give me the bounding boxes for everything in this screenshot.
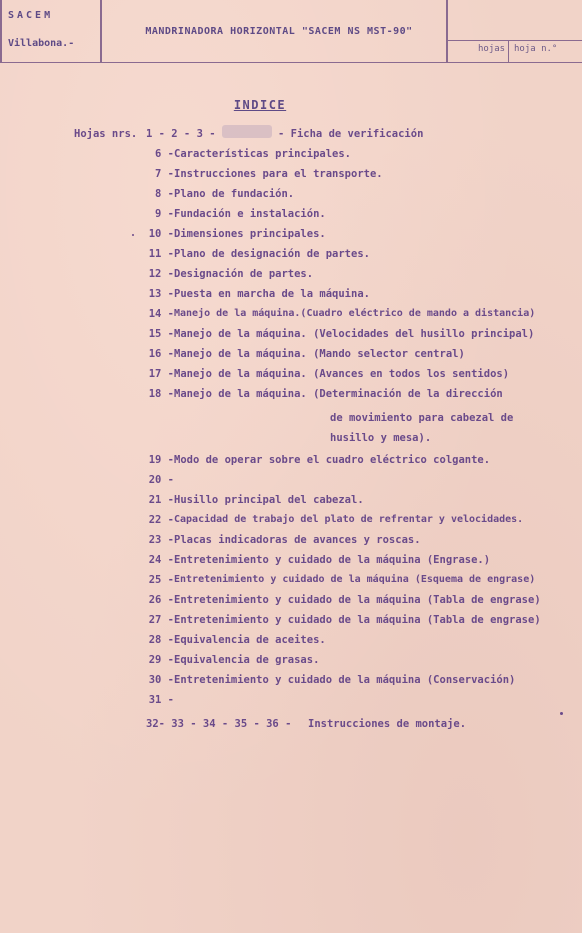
index-entry [0,674,582,694]
entry-number: 31 - [148,694,174,706]
entry-continuation: husillo y mesa). [330,432,432,444]
index-entry [0,514,582,534]
index-entry [0,248,582,268]
index-entry [0,148,582,168]
index-entry [0,614,582,634]
entry-text: Equivalencia de aceites. [174,634,326,646]
entry-number: 21 - [148,494,174,506]
index-entry [0,634,582,654]
entry-number: 25 - [148,574,174,586]
index-entry [0,268,582,288]
entry-number: 12 - [148,268,174,280]
entry-number: 17 - [148,368,174,380]
index-entry [0,368,582,388]
entry-text: Entretenimiento y cuidado de la máquina (Conservación) [174,674,516,686]
entry-text: Puesta en marcha de la máquina. [174,288,370,300]
entry-number: 26 - [148,594,174,606]
index-entry [0,328,582,348]
entry-number: 22 - [148,514,174,526]
entry-number: 29 - [148,654,174,666]
company-name: SACEM [8,10,54,21]
index-entry [0,474,582,494]
entry-text: Manejo de la máquina. (Velocidades del husillo principal) [174,328,535,340]
entry-text: Fundación e instalación. [174,208,326,220]
index-entry [0,208,582,228]
entry-text: Entretenimiento y cuidado de la máquina (Tabla de engrase) [174,594,541,606]
index-entry [0,718,582,738]
entry-number: 23 - [148,534,174,546]
entry-number: 11 - [148,248,174,260]
entry-text: Manejo de la máquina.(Cuadro eléctrico de mando a distancia) [174,308,536,319]
sheet-number-table [446,40,582,63]
index-entry [0,574,582,594]
index-entry [0,454,582,474]
entry-number: 30 - [148,674,174,686]
entry-number: 13 - [148,288,174,300]
entry-text: Equivalencia de grasas. [174,654,320,666]
index-entry [0,388,582,408]
index-entry [0,534,582,554]
index-entry [0,228,582,248]
header-divider [100,0,102,62]
index-entry [0,188,582,208]
entry-text: Plano de fundación. [174,188,295,200]
index-entry [0,348,582,368]
index-entry [0,494,582,514]
index-title: INDICE [233,98,287,112]
ink-mark [560,712,563,715]
entry-number: 16 - [148,348,174,360]
entry-text: Modo de operar sobre el cuadro eléctrico colgante. [174,454,491,466]
entry-number: 7 - [155,168,174,180]
entry-number: 32- 33 - 34 - 35 - 36 - [146,718,292,730]
entry-number: 9 - [155,208,174,220]
entry-number: 15 - [148,328,174,340]
entry-number: 1 - 2 - 3 - [146,128,216,140]
entry-text: Dimensiones principales. [174,228,326,240]
index-entry [0,128,582,148]
entry-text: - Ficha de verificación [278,128,424,140]
entry-continuation: de movimiento para cabezal de [330,412,514,424]
entry-number: 19 - [148,454,174,466]
index-entry [0,288,582,308]
entry-text: Instrucciones de montaje. [308,718,467,730]
index-entry [0,554,582,574]
entry-number: 24 - [148,554,174,566]
entry-number: 10 - [148,228,174,240]
index-entry [0,654,582,674]
hojas-label: hojas [478,44,506,54]
entry-number: 20 - [148,474,174,486]
entry-text: Placas indicadoras de avances y roscas. [174,534,421,546]
entry-number: 18 - [148,388,174,400]
entry-text: Husillo principal del cabezal. [174,494,364,506]
index-entry [0,694,582,714]
hoja-number-label: hoja n.° [514,44,558,54]
entry-text: Características principales. [174,148,352,160]
entry-text: Manejo de la máquina. (Determinación de la dirección [174,388,503,400]
entry-number: 6 - [155,148,174,160]
entry-text: Capacidad de trabajo del plato de refrentar y velocidades. [174,514,524,525]
index-entry [0,594,582,614]
entry-text: Designación de partes. [174,268,314,280]
entry-number: 27 - [148,614,174,626]
index-entry [0,168,582,188]
entry-text: Instrucciones para el transporte. [174,168,383,180]
entry-number: 14 - [148,308,174,320]
entry-text: Entretenimiento y cuidado de la máquina (Engrase.) [174,554,491,566]
hojas-prefix: Hojas nrs. [74,128,138,140]
entry-text: Plano de designación de partes. [174,248,370,260]
company-location: Villabona.- [8,38,75,49]
ink-mark [132,234,134,236]
header-divider [0,0,2,62]
entry-number: 28 - [148,634,174,646]
entry-number: 8 - [155,188,174,200]
entry-text: Entretenimiento y cuidado de la máquina (Esquema de engrase) [174,574,536,585]
entry-text: Entretenimiento y cuidado de la máquina (Tabla de engrase) [174,614,541,626]
entry-text: Manejo de la máquina. (Avances en todos los sentidos) [174,368,510,380]
machine-title: MANDRINADORA HORIZONTAL "SACEM NS MST-90" [145,26,413,37]
entry-text: Manejo de la máquina. (Mando selector central) [174,348,465,360]
index-entry [0,308,582,328]
